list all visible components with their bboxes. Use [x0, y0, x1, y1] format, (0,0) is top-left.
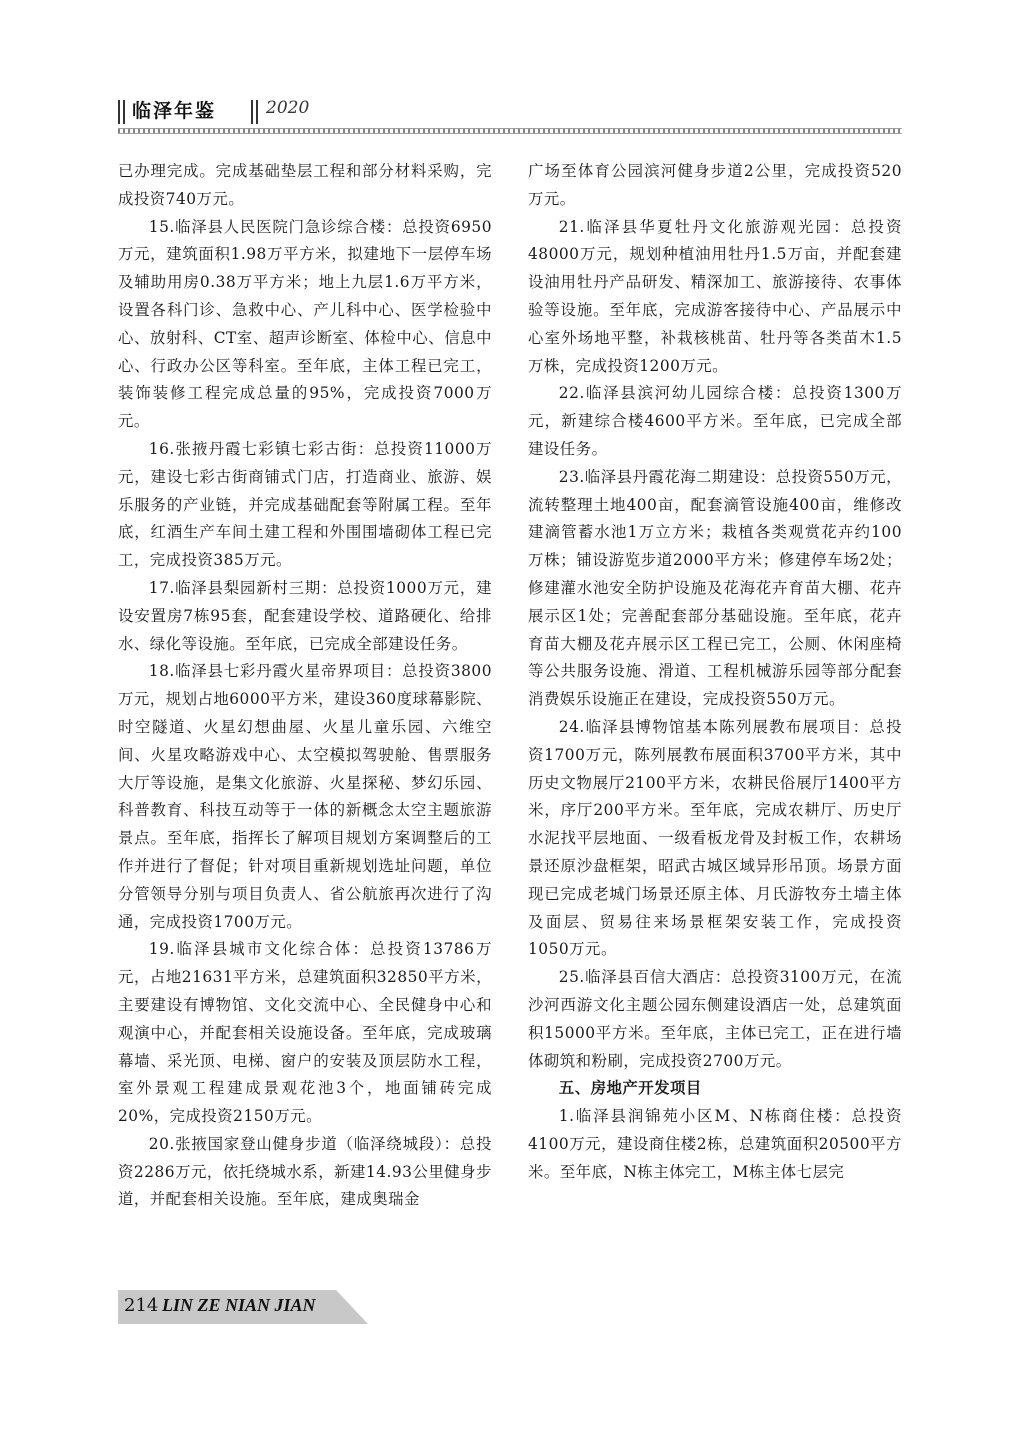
- footer-title: LIN ZE NIAN JIAN: [162, 1295, 316, 1315]
- paragraph-item-15: 15.临泽县人民医院门急诊综合楼：总投资6950万元，建筑面积1.98万平方米，拟建地下一层停车场及辅助用房0.38万平方米；地上九层1.6万平方米，设置各科门诊、急救中心、产儿科中心、医学检验中心、放射科、CT室、超声诊断室、体检中心、信息中心、行政办公区等科室。至年底，主体工程已完工，装饰装修工程完成总量的95%，完成投资7000万元。: [118, 217, 492, 431]
- paragraph-item-21: 21.临泽县华夏牡丹文化旅游观光园：总投资48000万元，规划种植油用牡丹1.5万亩，并配套建设油用牡丹产品研发、精深加工、旅游接待、农事体验等设施。至年底，完成游客接待中心、产品展示中心室外场地平整，补栽核桃苗、牡丹等各类苗木1.5万株，完成投资1200万元。: [528, 217, 902, 375]
- header-bars-decoration: [118, 100, 128, 124]
- paragraph-item-20-cont: 广场至体育公园滨河健身步道2公里，完成投资520万元。: [528, 162, 902, 208]
- paragraph-continuation: 已办理完成。完成基础垫层工程和部分材料采购，完成投资740万元。: [118, 162, 492, 208]
- paragraph-item-24: 24.临泽县博物馆基本陈列展教布展项目：总投资1700万元，陈列展教布展面积3700平方米，其中历史文物展厅2100平方米，农耕民俗展厅1400平方米，序厅200平方米。至年底，完成农耕厅、历史厅水泥找平层地面、一级看板龙骨及封板工作，农耕场景还原沙盘框架，昭武古城区域异形吊顶。场景方面现已完成老城门场景还原主体、月氏游牧夯土墙主体及面层、贸易往来场景框架安装工作，完成投资1050万元。: [528, 717, 902, 959]
- left-column: [118, 158, 492, 1214]
- paragraph-item-19: 19.临泽县城市文化综合体：总投资13786万元，占地21631平方米，总建筑面积32850平方米，主要建设有博物馆、文化交流中心、全民健身中心和观演中心，并配套相关设施设备。至年底，完成玻璃幕墙、采光顶、电梯、窗户的安装及顶层防水工程，室外景观工程建成景观花池3个，地面铺砖完成20%，完成投资2150万元。: [118, 940, 492, 1126]
- paragraph-item-22: 22.临泽县滨河幼儿园综合楼：总投资1300万元，新建综合楼4600平方米。至年底，已完成全部建设任务。: [528, 384, 902, 458]
- paragraph-item-17: 17.临泽县梨园新村三期：总投资1000万元，建设安置房7栋95套，配套建设学校、道路硬化、给排水、绿化等设施。至年底，已完成全部建设任务。: [118, 578, 492, 653]
- running-header: [118, 96, 902, 136]
- header-separator: [251, 100, 261, 124]
- paragraph-item-23: 23.临泽县丹霞花海二期建设：总投资550万元，流转整理土地400亩，配套滴管设施400亩，维修改建滴管蓄水池1万立方米；栽植各类观赏花卉约100万株；铺设游览步道2000平方米；修建停车场2处；修建灌水池安全防护设施及花海花卉育苗大棚、花卉展示区1处；完善配套部分基础设施。至年底，花卉育苗大棚及花卉展示区工程已完工，公厕、休闲座椅等公共服务设施、滑道、工程机械游乐园等部分配套消费娱乐设施正在建设，完成投资550万元。: [528, 467, 902, 709]
- page-footer: [118, 1290, 378, 1324]
- paragraph-realestate-1: 1.临泽县润锦苑小区M、N栋商住楼：总投资4100万元，建设商住楼2栋，总建筑面积20500平方米。至年底，N栋主体完工，M栋主体七层完: [528, 1107, 902, 1181]
- paragraph-item-16: 16.张掖丹霞七彩镇七彩古街：总投资11000万元，建设七彩古街商铺式门店，打造商业、旅游、娱乐服务的产业链，并完成基础配套等附属工程。至年底，红酒生产车间土建工程和外围围墙砌体工程已完工，完成投资385万元。: [118, 439, 492, 570]
- right-column: [528, 158, 902, 1186]
- yearbook-year: 2020: [266, 98, 310, 118]
- paragraph-item-18: 18.临泽县七彩丹霞火星帝界项目：总投资3800万元，规划占地6000平方米，建设360度球幕影院、时空隧道、火星幻想曲屋、火星儿童乐园、六维空间、火星攻略游戏中心、太空模拟驾驶舱、售票服务大厅等设施，是集文化旅游、火星探秘、梦幻乐园、科普教育、科技互动等于一体的新概念太空主题旅游景点。至年底，指挥长了解项目规划方案调整后的工作并进行了督促；针对项目重新规划选址问题，单位分管领导分别与项目负责人、省公航旅再次进行了沟通，完成投资1700万元。: [118, 662, 492, 931]
- header-rule: [118, 128, 902, 134]
- page-number: 214: [124, 1295, 159, 1316]
- paragraph-item-25: 25.临泽县百信大酒店：总投资3100万元，在流沙河西游文化主题公园东侧建设酒店一处，总建筑面积15000平方米。至年底，主体已完工，正在进行墙体砌筑和粉刷，完成投资2700万元。: [528, 968, 902, 1070]
- section-heading: 五、房地产开发项目: [558, 1079, 702, 1098]
- yearbook-title: 临泽年鉴: [132, 100, 217, 122]
- paragraph-item-20: 20.张掖国家登山健身步道（临泽绕城段）：总投资2286万元，依托绕城水系，新建14.93公里健身步道，并配套相关设施。至年底，建成奥瑞金: [118, 1134, 492, 1209]
